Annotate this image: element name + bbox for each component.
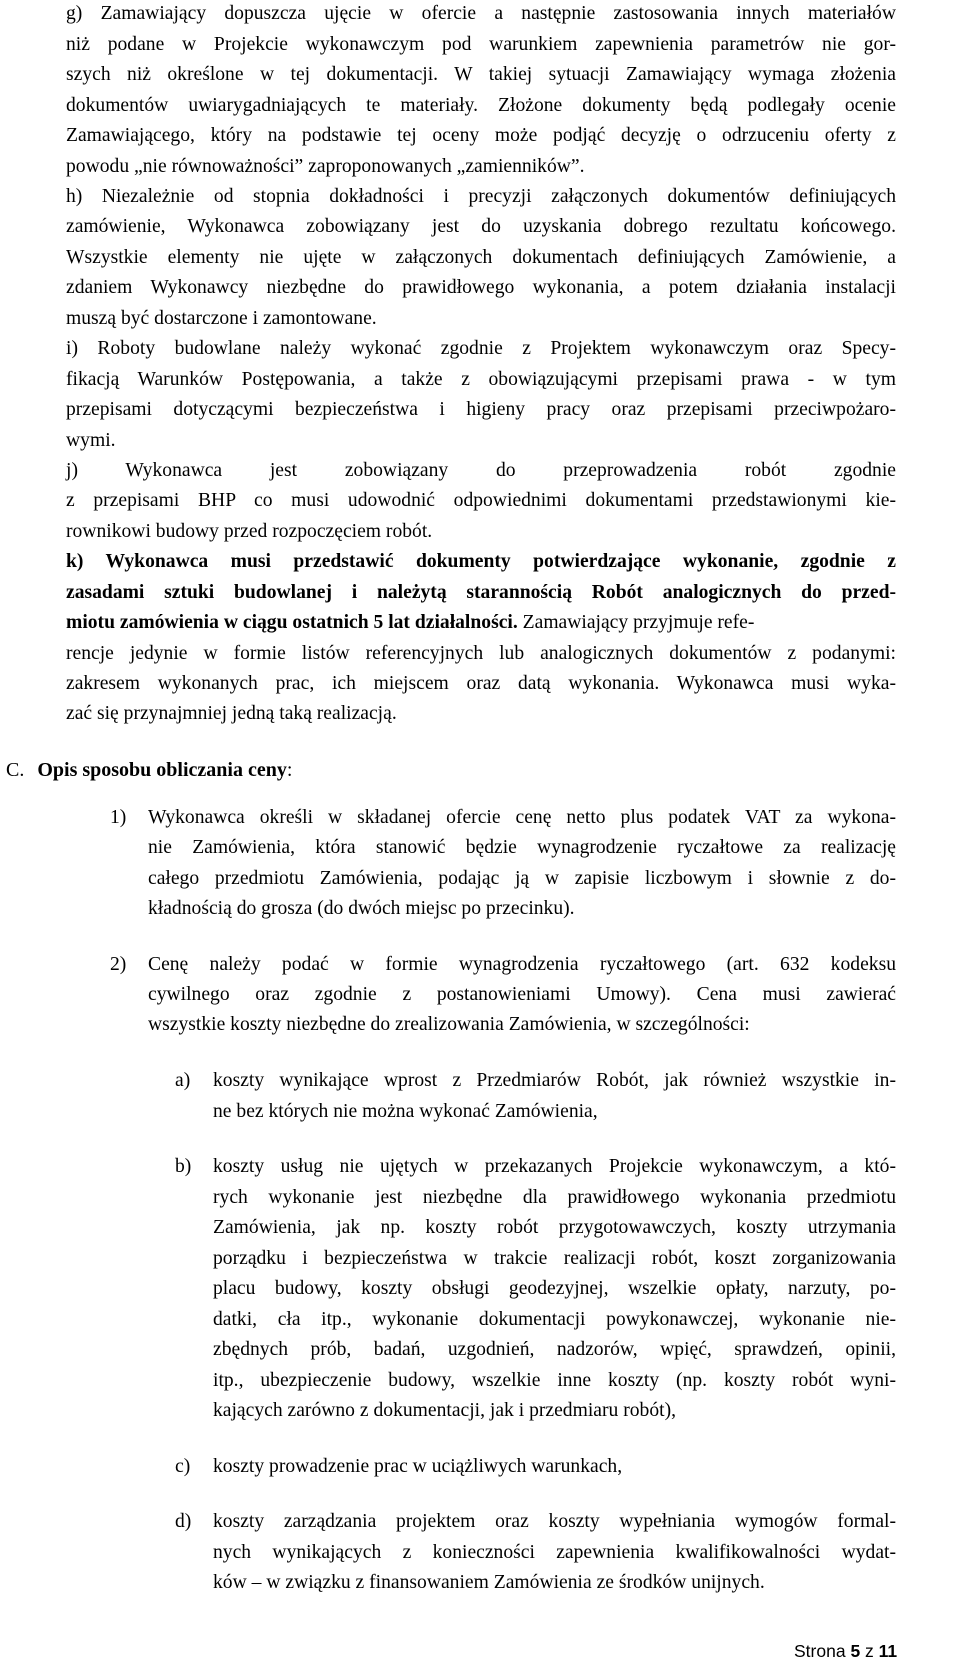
text-line: zbędnych prób, badań, uzgodnień, nadzorów, wpięć, sprawdzeń, opinii, xyxy=(213,1339,896,1360)
section-letter: C. xyxy=(6,759,25,781)
text-line: itp., ubezpieczenie budowy, wszelkie inne koszty (np. koszty robót wyni- xyxy=(213,1370,896,1391)
text-line: zamówienie, Wykonawca zobowiązany jest do uzyskania dobrego rezultatu końcowego. xyxy=(66,216,896,237)
text-line: koszty zarządzania projektem oraz koszty wypełniania wymogów formal- xyxy=(213,1511,896,1532)
text-line: Cenę należy podać w formie wynagrodzenia ryczałtowego (art. 632 kodeksu xyxy=(148,954,896,975)
text-line: fikacją Warunków Postępowania, a także z obowiązującymi przepisami prawa - w tym xyxy=(66,369,896,390)
text-line: rych wykonanie jest niezbędne dla prawidłowego wykonania przedmiotu xyxy=(213,1187,896,1208)
bold-text-line: k) Wykonawca musi przedstawić dokumenty potwierdzające wykonanie, zgodnie z xyxy=(66,551,896,572)
text-line: rownikowi budowy przed rozpoczęciem robót. xyxy=(66,521,433,542)
text-line: cywilnego oraz zgodnie z postanowieniami Umowy). Cena musi zawierać xyxy=(148,984,896,1005)
text-line: Wykonawca określi w składanej ofercie cenę netto plus podatek VAT za wykona- xyxy=(148,807,896,828)
sub-label: c) xyxy=(175,1456,191,1477)
text-line: ków – w związku z finansowaniem Zamówienia ze środków unijnych. xyxy=(213,1572,765,1593)
total-pages: 11 xyxy=(878,1641,898,1661)
section-heading xyxy=(6,760,292,780)
section-title: Opis sposobu obliczania ceny xyxy=(37,759,287,781)
sub-label: b) xyxy=(175,1156,192,1177)
section-colon: : xyxy=(286,759,293,781)
sub-label: a) xyxy=(175,1070,191,1091)
text-line: z przepisami BHP co musi udowodnić odpowiednimi dokumentami przedstawionymi kie- xyxy=(66,490,896,511)
text-line: muszą być dostarczone i zamontowane. xyxy=(66,308,377,329)
text-line: kładnością do grosza (do dwóch miejsc po przecinku). xyxy=(148,898,575,919)
text-line: całego przedmiotu Zamówienia, podając ją w zapisie liczbowym i słownie z do- xyxy=(148,868,896,889)
text-line: nie Zamówienia, która stanowić będzie wynagrodzenie ryczałtowe za realizację xyxy=(148,837,896,858)
list-number: 2) xyxy=(110,954,127,975)
text-line: Zamówienia, jak np. koszty robót przygotowawczych, koszty utrzymania xyxy=(213,1217,896,1238)
text-line: koszty usług nie ujętych w przekazanych Projekcie wykonawczym, a któ- xyxy=(213,1156,896,1177)
text-line: g) Zamawiający dopuszcza ujęcie w ofercie a następnie zastosowania innych materiałów xyxy=(66,3,896,24)
text-line: szych niż określone w tej dokumentacji. W takiej sytuacji Zamawiający wymaga złożenia xyxy=(66,64,896,85)
text-line: nych wynikających z konieczności zapewnienia kwalifikowalności wydat- xyxy=(213,1542,896,1563)
text-line: Wszystkie elementy nie ujęte w załączonych dokumentach definiujących Zamówienie, a xyxy=(66,247,896,268)
text-line: przepisami dotyczącymi bezpieczeństwa i higieny pracy oraz przepisami przeciwpożaro- xyxy=(66,399,896,420)
text-line: niż podane w Projekcie wykonawczym pod warunkiem zapewnienia parametrów nie gor- xyxy=(66,34,896,55)
text-line: wymi. xyxy=(66,430,116,451)
text-line: kających zarówno z dokumentacji, jak i przedmiaru robót), xyxy=(213,1400,676,1421)
text-line: dokumentów uwiarygadniających te materiały. Złożone dokumenty będą podlegały ocenie xyxy=(66,95,896,116)
text-line: i) Roboty budowlane należy wykonać zgodnie z Projektem wykonawczym oraz Specy- xyxy=(66,338,896,359)
text-line: placu budowy, koszty obsługi geodezyjnej, wszelkie opłaty, narzuty, po- xyxy=(213,1278,896,1299)
text-line: koszty wynikające wprost z Przedmiarów Robót, jak również wszystkie in- xyxy=(213,1070,896,1091)
bold-text-line: zasadami sztuki budowlanej i należytą starannością Robót analogicznych do przed- xyxy=(66,582,896,603)
text-line: zać się przynajmniej jedną taką realizacją. xyxy=(66,703,397,724)
mixed-text-line xyxy=(66,613,754,633)
sub-label: d) xyxy=(175,1511,192,1532)
page-number xyxy=(794,1643,897,1661)
page-prefix: Strona xyxy=(794,1641,851,1661)
text-line: datki, cła itp., wykonanie dokumentacji powykonawczej, wykonanie nie- xyxy=(213,1309,896,1330)
text-line: h) Niezależnie od stopnia dokładności i precyzji załączonych dokumentów definiujących xyxy=(66,186,896,207)
text-line: koszty prowadzenie prac w uciążliwych warunkach, xyxy=(213,1456,623,1477)
text-line: j) Wykonawca jest zobowiązany do przeprowadzenia robót zgodnie xyxy=(66,460,896,481)
text-line: zdaniem Wykonawcy niezbędne do prawidłowego wykonania, a potem działania instalacji xyxy=(66,277,896,298)
bold-text: miotu zamówienia w ciągu ostatnich 5 lat działalności. xyxy=(66,612,518,633)
text: Zamawiający przyjmuje refe- xyxy=(517,612,755,633)
text-line: wszystkie koszty niezbędne do zrealizowania Zamówienia, w szczególności: xyxy=(148,1014,750,1035)
text-line: Zamawiającego, który na podstawie tej oceny może podjąć decyzję o odrzuceniu oferty z xyxy=(66,125,896,146)
text-line: powodu „nie równoważności” zaproponowanych „zamienników”. xyxy=(66,156,585,177)
page-separator: z xyxy=(860,1641,879,1661)
text-line: ne bez których nie można wykonać Zamówienia, xyxy=(213,1101,598,1122)
current-page: 5 xyxy=(850,1641,861,1661)
list-number: 1) xyxy=(110,807,127,828)
text-line: rencje jedynie w formie listów referencyjnych lub analogicznych dokumentów z podanymi: xyxy=(66,643,896,664)
text-line: zakresem wykonanych prac, ich miejscem oraz datą wykonania. Wykonawca musi wyka- xyxy=(66,673,896,694)
text-line: porządku i bezpieczeństwa w trakcie realizacji robót, koszt zorganizowania xyxy=(213,1248,896,1269)
